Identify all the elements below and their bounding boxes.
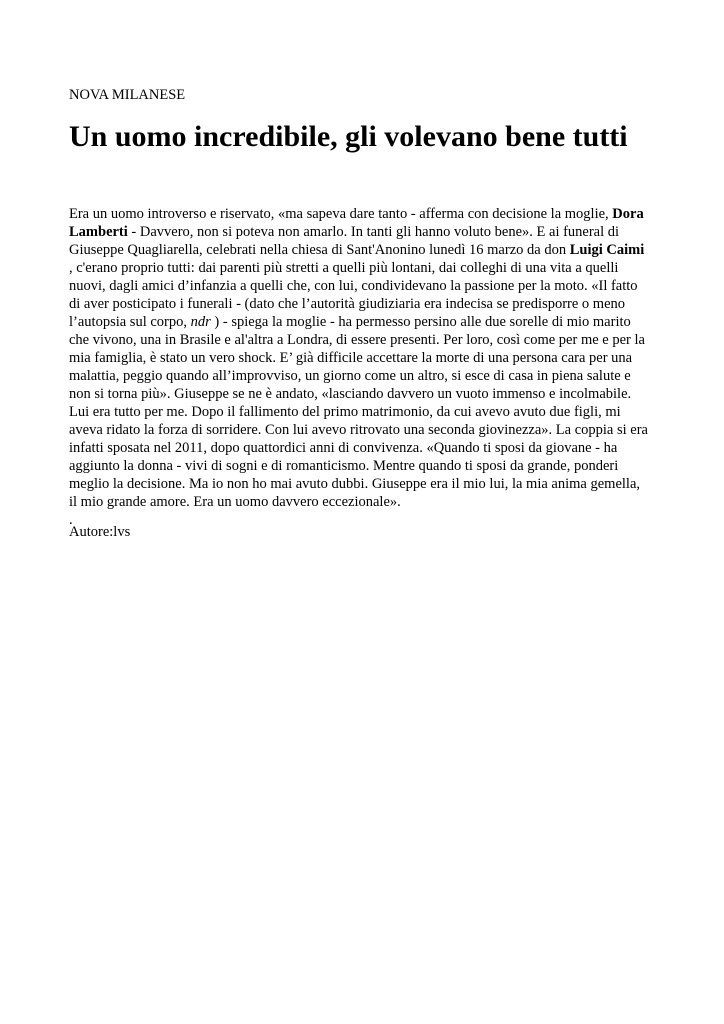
body-line <box>69 313 659 331</box>
body-line <box>69 241 659 259</box>
body-line: il mio grande amore. Era un uomo davvero eccezionale». <box>69 494 401 510</box>
body-line: malattia, peggio quando all’improvviso, un giorno come un altro, si esce di casa in piena salute e <box>69 368 631 384</box>
editor-note-italic: ndr <box>190 314 211 330</box>
article-headline: Un uomo incredibile, gli volevano bene tutti <box>69 120 628 153</box>
person-name-bold: Dora <box>612 206 644 222</box>
body-line <box>69 205 659 223</box>
body-line: Lui era tutto per me. Dopo il fallimento del primo matrimonio, da cui avevo avuto due figli, mi <box>69 404 621 420</box>
person-name-bold: Luigi Caimi <box>569 242 645 258</box>
body-line: non si torna più». Giuseppe se ne è andato, «lasciando davvero un vuoto immenso e incolmabile. <box>69 386 632 402</box>
body-text-segment: Era un uomo introverso e riservato, «ma sapeva dare tanto - afferma con decisione la moglie, <box>69 206 613 222</box>
body-line: di aver posticipato i funerali - (dato che l’autorità giudiziaria era indecisa se predisporre o meno <box>69 296 626 312</box>
body-line: aggiunto la donna - vivi di sogni e di romanticismo. Mentre quando ti sposi da grande, ponderi <box>69 458 619 474</box>
body-line: mia famiglia, è stato un vero shock. E’ già difficile accettare la morte di una persona cara per una <box>69 350 633 366</box>
body-line: aveva ridato la forza di sorridere. Con lui avevo ritrovato una seconda giovinezza». La coppia si era <box>69 422 648 438</box>
author-byline: Autore:lvs <box>69 524 131 540</box>
body-line: nuovi, dagli amici d’infanzia a quelli che, con lui, condividevano la passione per la moto. «Il fatto <box>69 278 638 294</box>
article-body <box>69 205 659 529</box>
body-line: che vivono, una in Brasile e al'altra a Londra, di essere presenti. Per loro, così come per me e per la <box>69 332 645 348</box>
section-label: NOVA MILANESE <box>69 87 186 103</box>
person-name-bold: Lamberti <box>69 224 128 240</box>
body-line: , c'erano proprio tutti: dai parenti più stretti a quelli più lontani, dai colleghi di una vita a quelli <box>69 260 619 276</box>
body-line: . <box>69 512 73 528</box>
body-text-segment: Giuseppe Quagliarella, celebrati nella chiesa di Sant'Anonino lunedì 16 marzo da don <box>69 242 570 258</box>
body-text-segment: - Davvero, non si poteva non amarlo. In tanti gli hanno voluto bene». E ai funeral di <box>127 224 620 240</box>
body-text-segment: l’autopsia sul corpo, <box>69 314 191 330</box>
body-text-segment: ) - spiega la moglie - ha permesso persino alle due sorelle di mio marito <box>210 314 631 330</box>
body-line <box>69 223 659 241</box>
body-line: meglio la decisione. Ma io non ho mai avuto dubbi. Giuseppe era il mio lui, la mia anima gemella, <box>69 476 641 492</box>
body-line: infatti sposata nel 2011, dopo quattordici anni di convivenza. «Quando ti sposi da giovane - ha <box>69 440 618 456</box>
